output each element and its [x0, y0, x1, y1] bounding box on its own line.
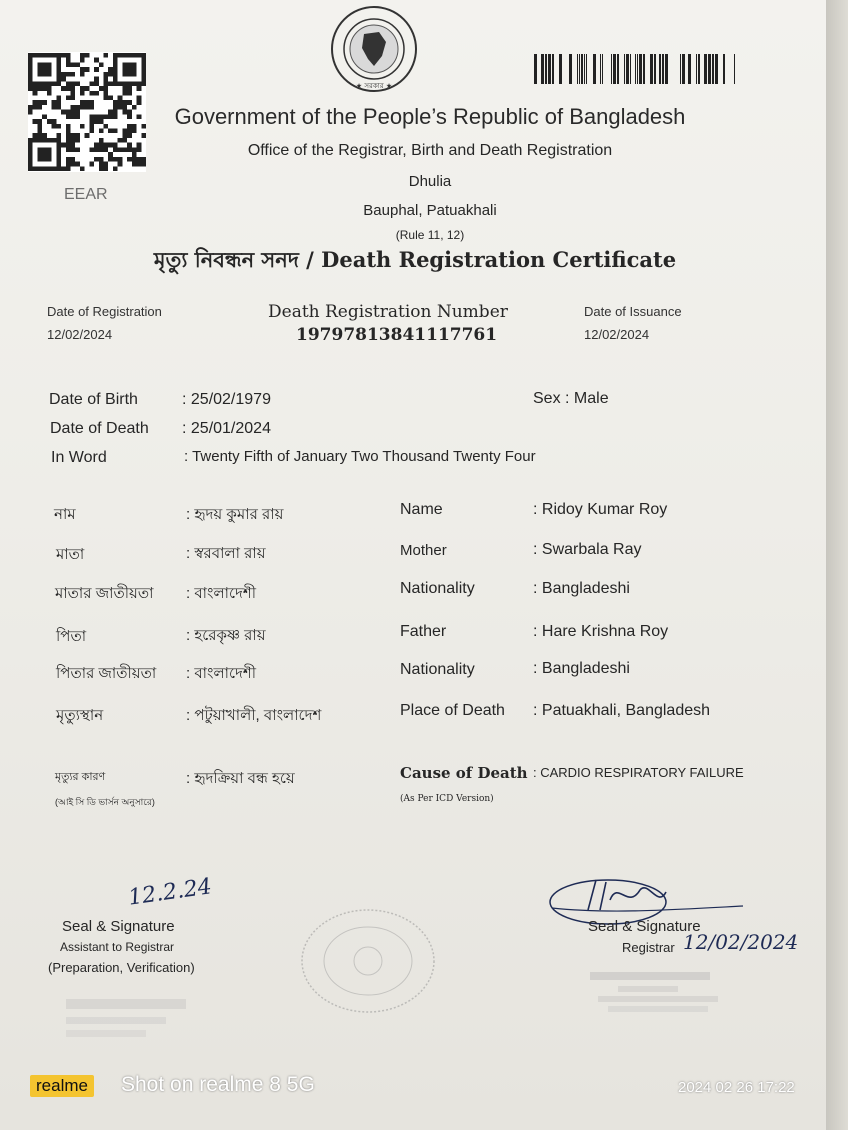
qr-code [28, 52, 146, 172]
cause-of-death-label: Cause of Death [400, 764, 528, 782]
realme-badge: realme [30, 1075, 94, 1097]
government-seal [324, 4, 424, 94]
name-value: : Ridoy Kumar Roy [533, 501, 668, 518]
mother-label: Mother [400, 542, 447, 559]
office-title: Office of the Registrar, Birth and Death Registration [247, 142, 613, 159]
left-seal-title: Seal & Signature [62, 918, 175, 935]
shot-on-text: Shot on realme 8 5G [121, 1073, 315, 1096]
bn-cause-label: মৃত্যুর কারণ [55, 771, 106, 783]
left-note: (Preparation, Verification) [48, 960, 195, 975]
father-label: Father [400, 623, 447, 640]
bn-mother-nationality-value: : বাংলাদেশী [186, 585, 257, 602]
bn-father-value: : হরেকৃষ্ণ রায় [186, 627, 266, 644]
place-of-death-value: : Patuakhali, Bangladesh [533, 702, 711, 719]
bn-name-value: : হৃদয় কুমার রায় [186, 506, 284, 523]
bn-mother-nationality-label: মাতার জাতীয়তা [55, 585, 154, 602]
left-handwritten-date: 12.2.24 [126, 874, 214, 911]
cause-note: (As Per ICD Version) [400, 794, 494, 804]
mother-nationality-label: Nationality [400, 580, 475, 597]
right-handwritten-date: 12/02/2024 [683, 930, 799, 954]
father-nationality-label: Nationality [400, 661, 475, 678]
name-label: Name [400, 501, 443, 518]
bn-mother-value: : স্বরবালা রায় [186, 545, 266, 562]
date-of-registration-value: 12/02/2024 [47, 327, 113, 342]
bn-place-of-death-label: মৃত্যুস্থান [56, 707, 104, 724]
right-role: Registrar [622, 940, 675, 955]
mother-value: : Swarbala Ray [533, 541, 642, 558]
in-word-label: In Word [51, 449, 107, 466]
round-stamp [298, 906, 438, 1016]
government-title: Government of the People’s Republic of Bangladesh [174, 104, 686, 129]
cause-of-death-value: : CARDIO RESPIRATORY FAILURE [533, 765, 744, 780]
right-faded-stamp [588, 968, 758, 1018]
place-of-death-label: Place of Death [400, 702, 505, 719]
location-name: Bauphal, Patuakhali [363, 202, 497, 219]
rule-reference: (Rule 11, 12) [395, 228, 465, 242]
bn-name-label: নাম [54, 506, 76, 523]
father-value: : Hare Krishna Roy [533, 623, 669, 640]
bn-place-of-death-value: : পটুয়াখালী, বাংলাদেশ [186, 707, 322, 724]
mother-nationality-value: : Bangladeshi [533, 580, 630, 597]
left-role: Assistant to Registrar [60, 940, 175, 954]
date-of-birth-label: Date of Birth [49, 391, 138, 408]
photo-timestamp: 2024 02 26 17:22 [678, 1079, 795, 1096]
date-of-issuance-value: 12/02/2024 [584, 327, 650, 342]
registration-number-label: Death Registration Number [268, 302, 508, 322]
union-name: Dhulia [408, 173, 452, 190]
bn-cause-value: : হৃদক্রিয়া বন্ধ হয়ে [186, 770, 295, 787]
svg-text:★ সরকার ★: ★ সরকার ★ [355, 82, 393, 90]
bn-mother-label: মাতা [56, 546, 85, 563]
bn-father-nationality-value: : বাংলাদেশী [186, 665, 257, 682]
date-of-death-value: : 25/01/2024 [182, 420, 271, 437]
sex-value: Sex : Male [533, 390, 609, 407]
date-of-issuance-label: Date of Issuance [584, 304, 682, 319]
eear-label: EEAR [64, 186, 108, 203]
father-nationality-value: : Bangladeshi [533, 660, 630, 677]
right-seal-title: Seal & Signature [588, 918, 701, 935]
date-of-birth-value: : 25/02/1979 [182, 391, 271, 408]
bn-cause-note: (আই সি ডি ভার্সন অনুসারে) [55, 797, 155, 807]
left-faded-stamp [60, 995, 220, 1045]
bn-father-nationality-label: পিতার জাতীয়তা [56, 665, 157, 682]
barcode [532, 54, 742, 84]
registration-number-value: 19797813841117761 [296, 325, 498, 345]
certificate-title: মৃত্যু নিবন্ধন সনদ / Death Registration Certificate [153, 247, 677, 272]
date-of-registration-label: Date of Registration [47, 304, 162, 319]
underlying-page [826, 0, 848, 1130]
in-word-value: : Twenty Fifth of January Two Thousand Twenty Four [184, 448, 536, 465]
date-of-death-label: Date of Death [50, 420, 149, 437]
bn-father-label: পিতা [56, 628, 87, 645]
